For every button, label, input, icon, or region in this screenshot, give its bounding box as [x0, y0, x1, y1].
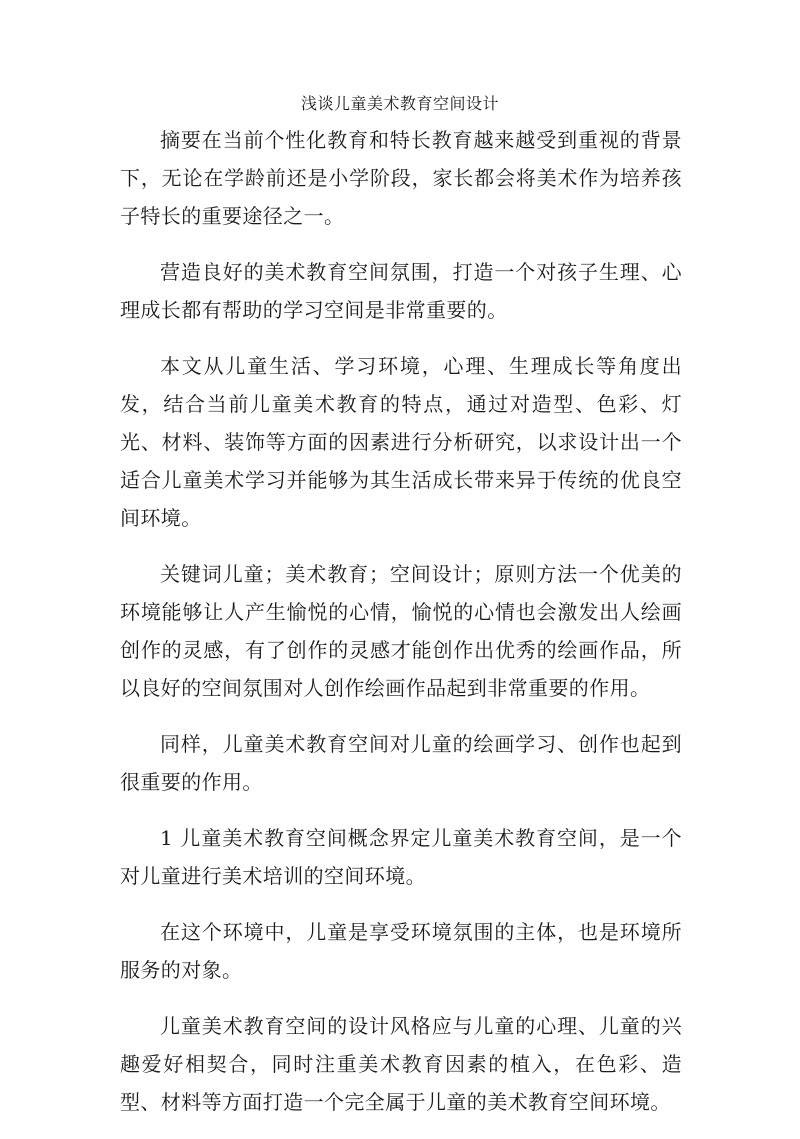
document-body: [120, 121, 682, 1139]
paragraph-keywords: 关键词儿童；美术教育；空间设计；原则方法一个优美的环境能够让人产生愉悦的心情，愉悦的心情也会激发出人绘画创作的灵感，有了创作的灵感才能创作出优秀的绘画作品，所以良好的空间氛围对人创作绘画作品起到非常重要的作用。: [120, 562, 682, 700]
paragraph-approach: 本文从儿童生活、学习环境，心理、生理成长等角度出发，结合当前儿童美术教育的特点，通过对造型、色彩、灯光、材料、装饰等方面的因素进行分析研究，以求设计出一个适合儿童美术学习并能够为其生活成长带来异于传统的优良空间环境。: [120, 354, 682, 530]
paragraph-abstract: 摘要在当前个性化教育和特长教育越来越受到重视的背景下，无论在学龄前还是小学阶段，家长都会将美术作为培养孩子特长的重要途径之一。: [120, 128, 682, 228]
paragraph-subject: 在这个环境中，儿童是享受环境氛围的主体，也是环境所服务的对象。: [120, 920, 682, 982]
paragraph-importance: 同样，儿童美术教育空间对儿童的绘画学习、创作也起到很重要的作用。: [120, 732, 682, 794]
paragraph-definition: 1 儿童美术教育空间概念界定儿童美术教育空间，是一个对儿童进行美术培训的空间环境。: [120, 826, 682, 888]
document-title: 浅谈儿童美术教育空间设计: [300, 94, 499, 113]
paragraph-design-style: 儿童美术教育空间的设计风格应与儿童的心理、儿童的兴趣爱好相契合，同时注重美术教育因素的植入，在色彩、造型、材料等方面打造一个完全属于儿童的美术教育空间环境。: [120, 1014, 682, 1114]
paragraph-atmosphere: 营造良好的美术教育空间氛围，打造一个对孩子生理、心理成长都有帮助的学习空间是非常重要的。: [120, 260, 682, 322]
